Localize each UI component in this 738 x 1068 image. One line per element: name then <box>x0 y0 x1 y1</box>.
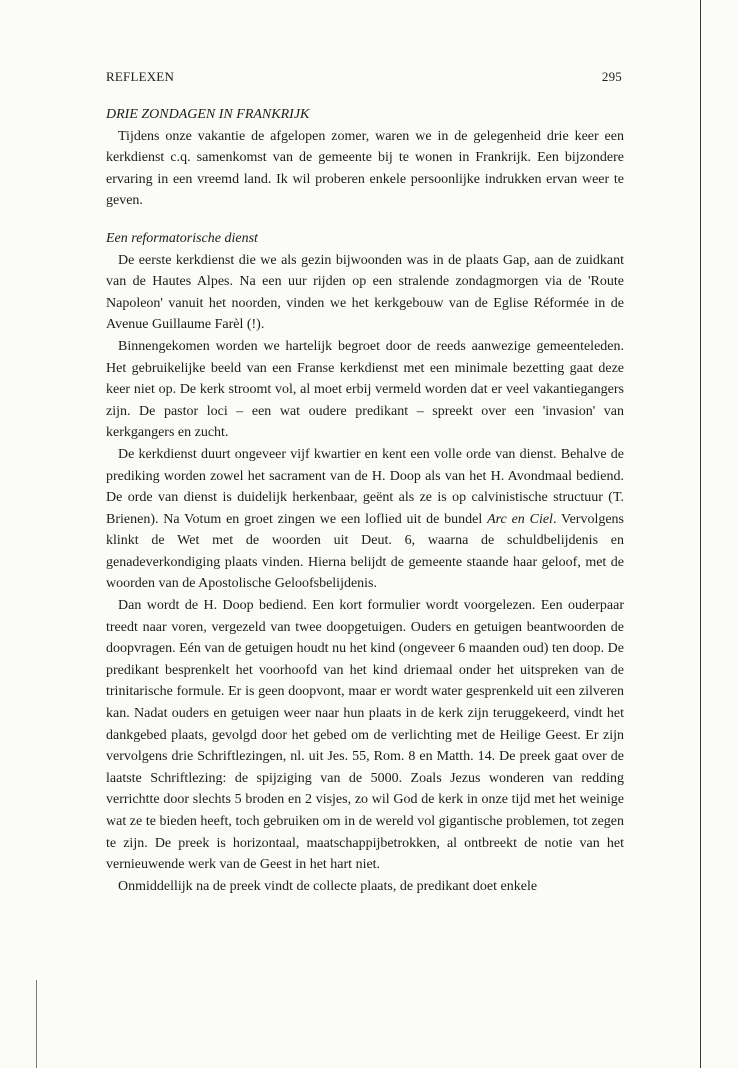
paragraph-3-text-before: De kerkdienst duurt ongeveer vijf kwartier en kent een volle orde van dienst. Behalve de prediking worden zowel het sacrament van de H. Doop als van het H. Avondmaal bediend. De orde van dienst is duidelijk herkenbaar, geënt als ze is op calvinistische structuur (T. Brienen). Na Votum en groet zingen we een loflied uit de bundel <box>106 446 624 527</box>
paragraph-3 <box>106 444 624 595</box>
article-title: DRIE ZONDAGEN IN FRANKRIJK <box>106 107 310 122</box>
running-head-title: REFLEXEN <box>106 69 175 84</box>
paragraph-2: Binnengekomen worden we hartelijk begroet door de reeds aanwezige gemeenteleden. Het gebruikelijke beeld van een Franse kerkdienst met een minimale bezetting gaat deze keer niet op. De kerk stroomt vol, al moet erbij vermeld worden dat er veel vakantiegangers zijn. De pastor loci – een wat oudere predikant – spreekt over een 'invasion' van kerkgangers en zucht. <box>106 338 624 441</box>
paragraph-5: Onmiddellijk na de preek vindt de collecte plaats, de predikant doet enkele <box>118 878 538 894</box>
scan-edge-mark <box>36 980 37 1068</box>
section-spacer <box>106 212 624 228</box>
paragraph-intro: Tijdens onze vakantie de afgelopen zomer, waren we in de gelegenheid drie keer een kerkdienst c.q. samenkomst van de gemeente bij te wonen in Frankrijk. Een bijzondere ervaring in een vreemd land. Ik wil proberen enkele persoonlijke indrukken ervan weer te geven. <box>106 128 624 209</box>
book-title: Arc en Ciel <box>487 511 553 527</box>
article-body <box>106 104 624 897</box>
running-head <box>106 69 624 87</box>
section-heading: Een reformatorische dienst <box>106 230 258 246</box>
paragraph-1: De eerste kerkdienst die we als gezin bijwoonden was in de plaats Gap, aan de zuidkant van de Hautes Alpes. Na een uur rijden op een stralende zondagmorgen via de 'Route Napoleon' vanuit het noorden, vinden we het kerkgebouw van de Eglise Réformée in de Avenue Guillaume Farèl (!). <box>106 252 624 333</box>
scan-edge-line <box>700 0 701 1068</box>
paragraph-4: Dan wordt de H. Doop bediend. Een kort formulier wordt voorgelezen. Een ouderpaar treedt naar voren, vergezeld van twee doopgetuigen. Ouders en getuigen beantwoorden de doopvragen. Eén van de getuigen houdt nu het kind (ongeveer 6 maanden oud) ten doop. De predikant besprenkelt het voorhoofd van het kind driemaal onder het uitspreken van de trinitarische formule. Er is geen doopvont, maar er wordt water gesprenkeld uit een zilveren kan. Nadat ouders en getuigen weer naar hun plaats in de kerk zijn teruggekeerd, vindt het dankgebed plaats, gevolgd door het gebed om de verlichting met de Heilige Geest. Er zijn vervolgens drie Schriftlezingen, nl. uit Jes. 55, Rom. 8 en Matth. 14. De preek gaat over de laatste Schriftlezing: de spijziging van de 5000. Zoals Jezus wonderen van redding verrichtte door slechts 5 broden en 2 visjes, zo wil God de kerk in onze tijd met het weinige wat ze te bieden heeft, toch gebruiken om in de wereld vol gigantische problemen, tot zegen te zijn. De preek is horizontaal, maatschappijbetrokken, al ontbreekt de notie van het vernieuwende werk van de Geest in het hart niet. <box>106 598 624 873</box>
page-number: 295 <box>601 69 622 84</box>
paragraph-3-text-after: . Vervolgens klinkt de Wet met de woorden uit Deut. 6, waarna de schuldbelijdenis en genadeverkondiging plaats vinden. Hierna belijdt de gemeente staande haar geloof, met de woorden van de Apostolische Geloofsbelijdenis. <box>106 511 624 592</box>
